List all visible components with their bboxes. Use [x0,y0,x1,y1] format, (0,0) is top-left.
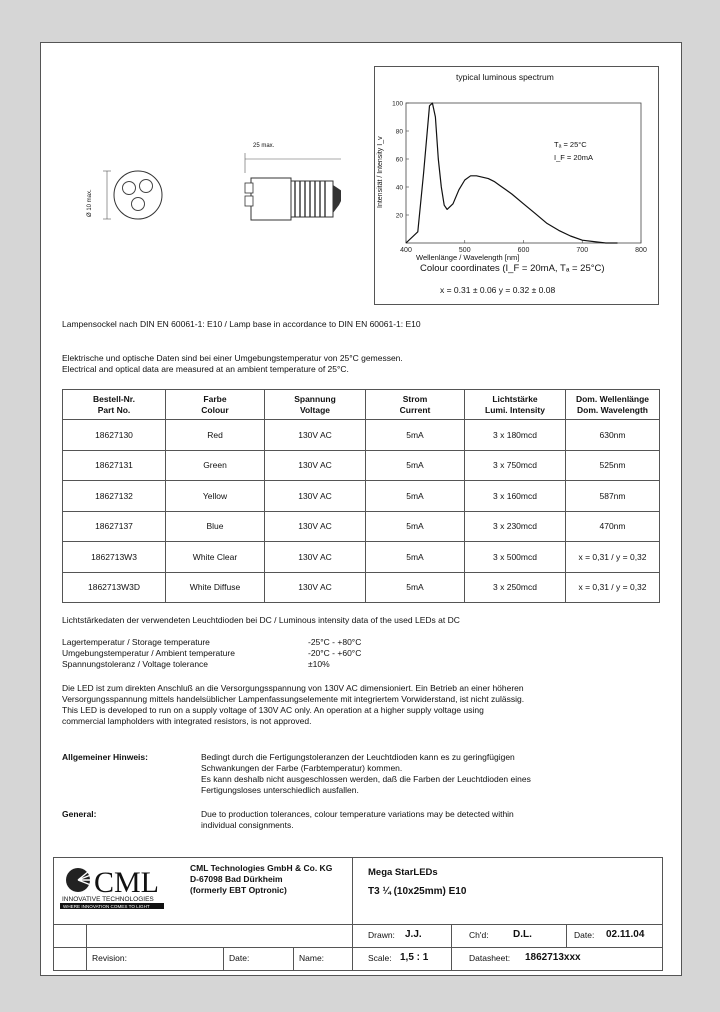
cell-current: 5mA [366,542,465,573]
y-tick-label: 80 [395,128,403,136]
col-header-order-de: Bestell-Nr. [92,393,136,404]
x-tick-label: 500 [458,247,471,253]
length-dimension: 25 max. [253,143,275,149]
cell-colour: Red [166,420,265,451]
cml-logo-slogan: WHERE INNOVATION COMES TO LIGHT [63,904,150,909]
cell-colour: Green [166,450,265,481]
y-axis-label: Intensität / Intensity I_v [377,136,384,208]
cell-order-no: 18627132 [63,481,166,512]
checked-value: D.L. [513,929,532,940]
storage-temp-label: Lagertemperatur / Storage temperature [62,637,210,647]
product-name: Mega StarLEDs [368,867,438,878]
lamp-drawing [81,133,341,243]
cell-colour: White Diffuse [166,572,265,603]
plot-area [406,103,641,243]
general-note-de-line-1: Bedingt durch die Fertigungstoleranzen der Leuchtdioden kann es zu geringfügigen [201,752,515,762]
title-block [53,857,663,971]
col-header-wavelength-en: Dom. Wavelength [577,404,648,415]
connection-note-line-2: Versorgungsspannung mittels handelsüblicher Lampenfassungselemente mit integriertem Vorwiderstand, ist nicht zulässig. [62,694,525,704]
cell-wavelength: x = 0,31 / y = 0,32 [566,542,660,573]
lamp-front-view [114,171,162,219]
cml-logo [60,863,164,909]
col-header-voltage-en: Voltage [299,404,331,415]
storage-temp-value: -25°C - +80°C [308,637,362,647]
x-axis-label: Wellenlänge / Wavelength [nm] [416,253,520,262]
cml-logo-tagline: INNOVATIVE TECHNOLOGIES [62,896,154,903]
cell-voltage: 130V AC [265,511,366,542]
x-tick-label: 400 [400,247,412,253]
drawn-label: Drawn: [368,930,395,940]
cell-voltage: 130V AC [265,481,366,512]
scale-value: 1,5 : 1 [400,952,429,963]
y-tick-label: 40 [395,184,403,192]
lamp-base-note: Lampensockel nach DIN EN 60061-1: E10 / Lamp base in accordance to DIN EN 60061-1: E10 [62,319,421,329]
table-header-row [63,390,660,420]
cell-order-no: 1862713W3 [63,542,166,573]
cell-voltage: 130V AC [265,420,366,451]
connection-note-line-1: Die LED ist zum direkten Anschluß an die Versorgungsspannung von 130V AC dimensioniert. Ein Betrieb an einer höheren [62,683,524,693]
company-address: D-67098 Bad Dürkheim [190,874,283,884]
intensity-note: Lichtstärkedaten der verwendeten Leuchtdioden bei DC / Luminous intensity data of the used LEDs at DC [62,615,460,625]
col-header-wavelength-de: Dom. Wellenlänge [575,393,650,404]
datasheet-page [40,42,682,976]
spectrum-series-line [406,103,618,243]
product-type: T3 ¼ (10x25mm) E10 [368,886,467,897]
cell-voltage: 130V AC [265,542,366,573]
conditions-en: Electrical and optical data are measured at an ambient temperature of 25°C. [62,364,349,374]
cell-wavelength: 525nm [566,450,660,481]
scale-label: Scale: [368,953,392,963]
date-label: Date: [574,930,595,940]
cell-wavelength: 587nm [566,481,660,512]
col-header-order-en: Part No. [97,404,131,415]
diameter-dimension: Ø 10 max. [87,189,93,217]
general-note-de-line-2: Schwankungen der Farbe (Farbtemperatur) kommen. [201,763,403,773]
general-note-title-de: Allgemeiner Hinweis: [62,752,148,762]
col-header-current-en: Current [399,404,431,415]
revision-date-label: Date: [229,953,250,963]
cell-order-no: 18627130 [63,420,166,451]
cell-intensity: 3 x 500mcd [465,542,566,573]
x-tick-label: 600 [517,247,530,253]
name-label: Name: [299,953,325,963]
table-row [63,572,660,603]
col-header-current-de: Strom [402,393,428,404]
cell-voltage: 130V AC [265,572,366,603]
cell-current: 5mA [366,450,465,481]
table-row [63,542,660,573]
general-note-en-line-1: Due to production tolerances, colour temperature variations may be detected within [201,809,514,819]
general-note-de-line-3: Es kann deshalb nicht ausgeschlossen werden, daß die Farben der Leuchtdioden eines [201,774,531,784]
colour-coordinates-values: x = 0.31 ± 0.06 y = 0.32 ± 0.08 [440,285,556,295]
datasheet-value: 1862713xxx [525,952,581,963]
cell-current: 5mA [366,420,465,451]
cell-wavelength: 470nm [566,511,660,542]
general-note-en-line-2: individual consignments. [201,820,294,830]
voltage-tolerance-label: Spannungstoleranz / Voltage tolerance [62,659,209,669]
col-header-colour-de: Farbe [203,393,227,404]
company-former-name: (formerly EBT Optronic) [190,885,287,895]
spectrum-chart [376,83,656,253]
cell-wavelength: 630nm [566,420,660,451]
table-row [63,481,660,512]
datasheet-label: Datasheet: [469,953,511,963]
col-header-intensity-de: Lichtstärke [492,393,538,404]
conditions-de: Elektrische und optische Daten sind bei einer Umgebungstemperatur von 25°C gemessen. [62,353,403,363]
cell-current: 5mA [366,572,465,603]
general-note-title-en: General: [62,809,97,819]
revision-label: Revision: [92,953,127,963]
colour-coordinates-title: Colour coordinates (I_F = 20mA, Tₐ = 25°C) [420,263,605,274]
cell-order-no: 18627131 [63,450,166,481]
spec-table [62,389,660,603]
col-header-intensity-en: Lumi. Intensity [485,404,545,415]
drawn-value: J.J. [405,929,422,940]
chart-temp-note: Tₐ = 25°C [554,140,587,149]
col-header-voltage-de: Spannung [294,393,336,404]
cell-intensity: 3 x 750mcd [465,450,566,481]
cml-logo-text: CML [94,866,160,899]
checked-label: Ch'd: [469,930,489,940]
voltage-tolerance-value: ±10% [308,659,330,669]
x-tick-label: 800 [635,247,647,253]
y-tick-label: 100 [392,100,403,108]
company-name: CML Technologies GmbH & Co. KG [190,863,333,873]
cell-wavelength: x = 0,31 / y = 0,32 [566,572,660,603]
y-tick-label: 20 [395,212,403,220]
cell-current: 5mA [366,511,465,542]
cell-colour: White Clear [166,542,265,573]
chart-current-note: I_F = 20mA [554,153,593,162]
cell-intensity: 3 x 230mcd [465,511,566,542]
cell-colour: Yellow [166,481,265,512]
cell-order-no: 1862713W3D [63,572,166,603]
date-value: 02.11.04 [606,929,645,940]
table-row [63,450,660,481]
cell-voltage: 130V AC [265,450,366,481]
connection-note-line-3: This LED is developed to run on a supply voltage of 130V AC only. An operation at a higher supply voltage using [62,705,484,715]
cell-colour: Blue [166,511,265,542]
cell-intensity: 3 x 160mcd [465,481,566,512]
col-header-colour-en: Colour [201,404,229,415]
ambient-temp-label: Umgebungstemperatur / Ambient temperature [62,648,235,658]
general-note-de-line-4: Fertigungsloses unterschiedlich ausfallen. [201,785,359,795]
y-tick-label: 60 [395,156,403,164]
cell-intensity: 3 x 250mcd [465,572,566,603]
cell-order-no: 18627137 [63,511,166,542]
table-row [63,511,660,542]
connection-note-line-4: commercial lampholders with integrated resistors, is not approved. [62,716,312,726]
cell-intensity: 3 x 180mcd [465,420,566,451]
chart-title: typical luminous spectrum [456,72,554,82]
lamp-side-view [251,178,291,220]
ambient-temp-value: -20°C - +60°C [308,648,362,658]
x-tick-label: 700 [576,247,589,253]
cell-current: 5mA [366,481,465,512]
table-row [63,420,660,451]
